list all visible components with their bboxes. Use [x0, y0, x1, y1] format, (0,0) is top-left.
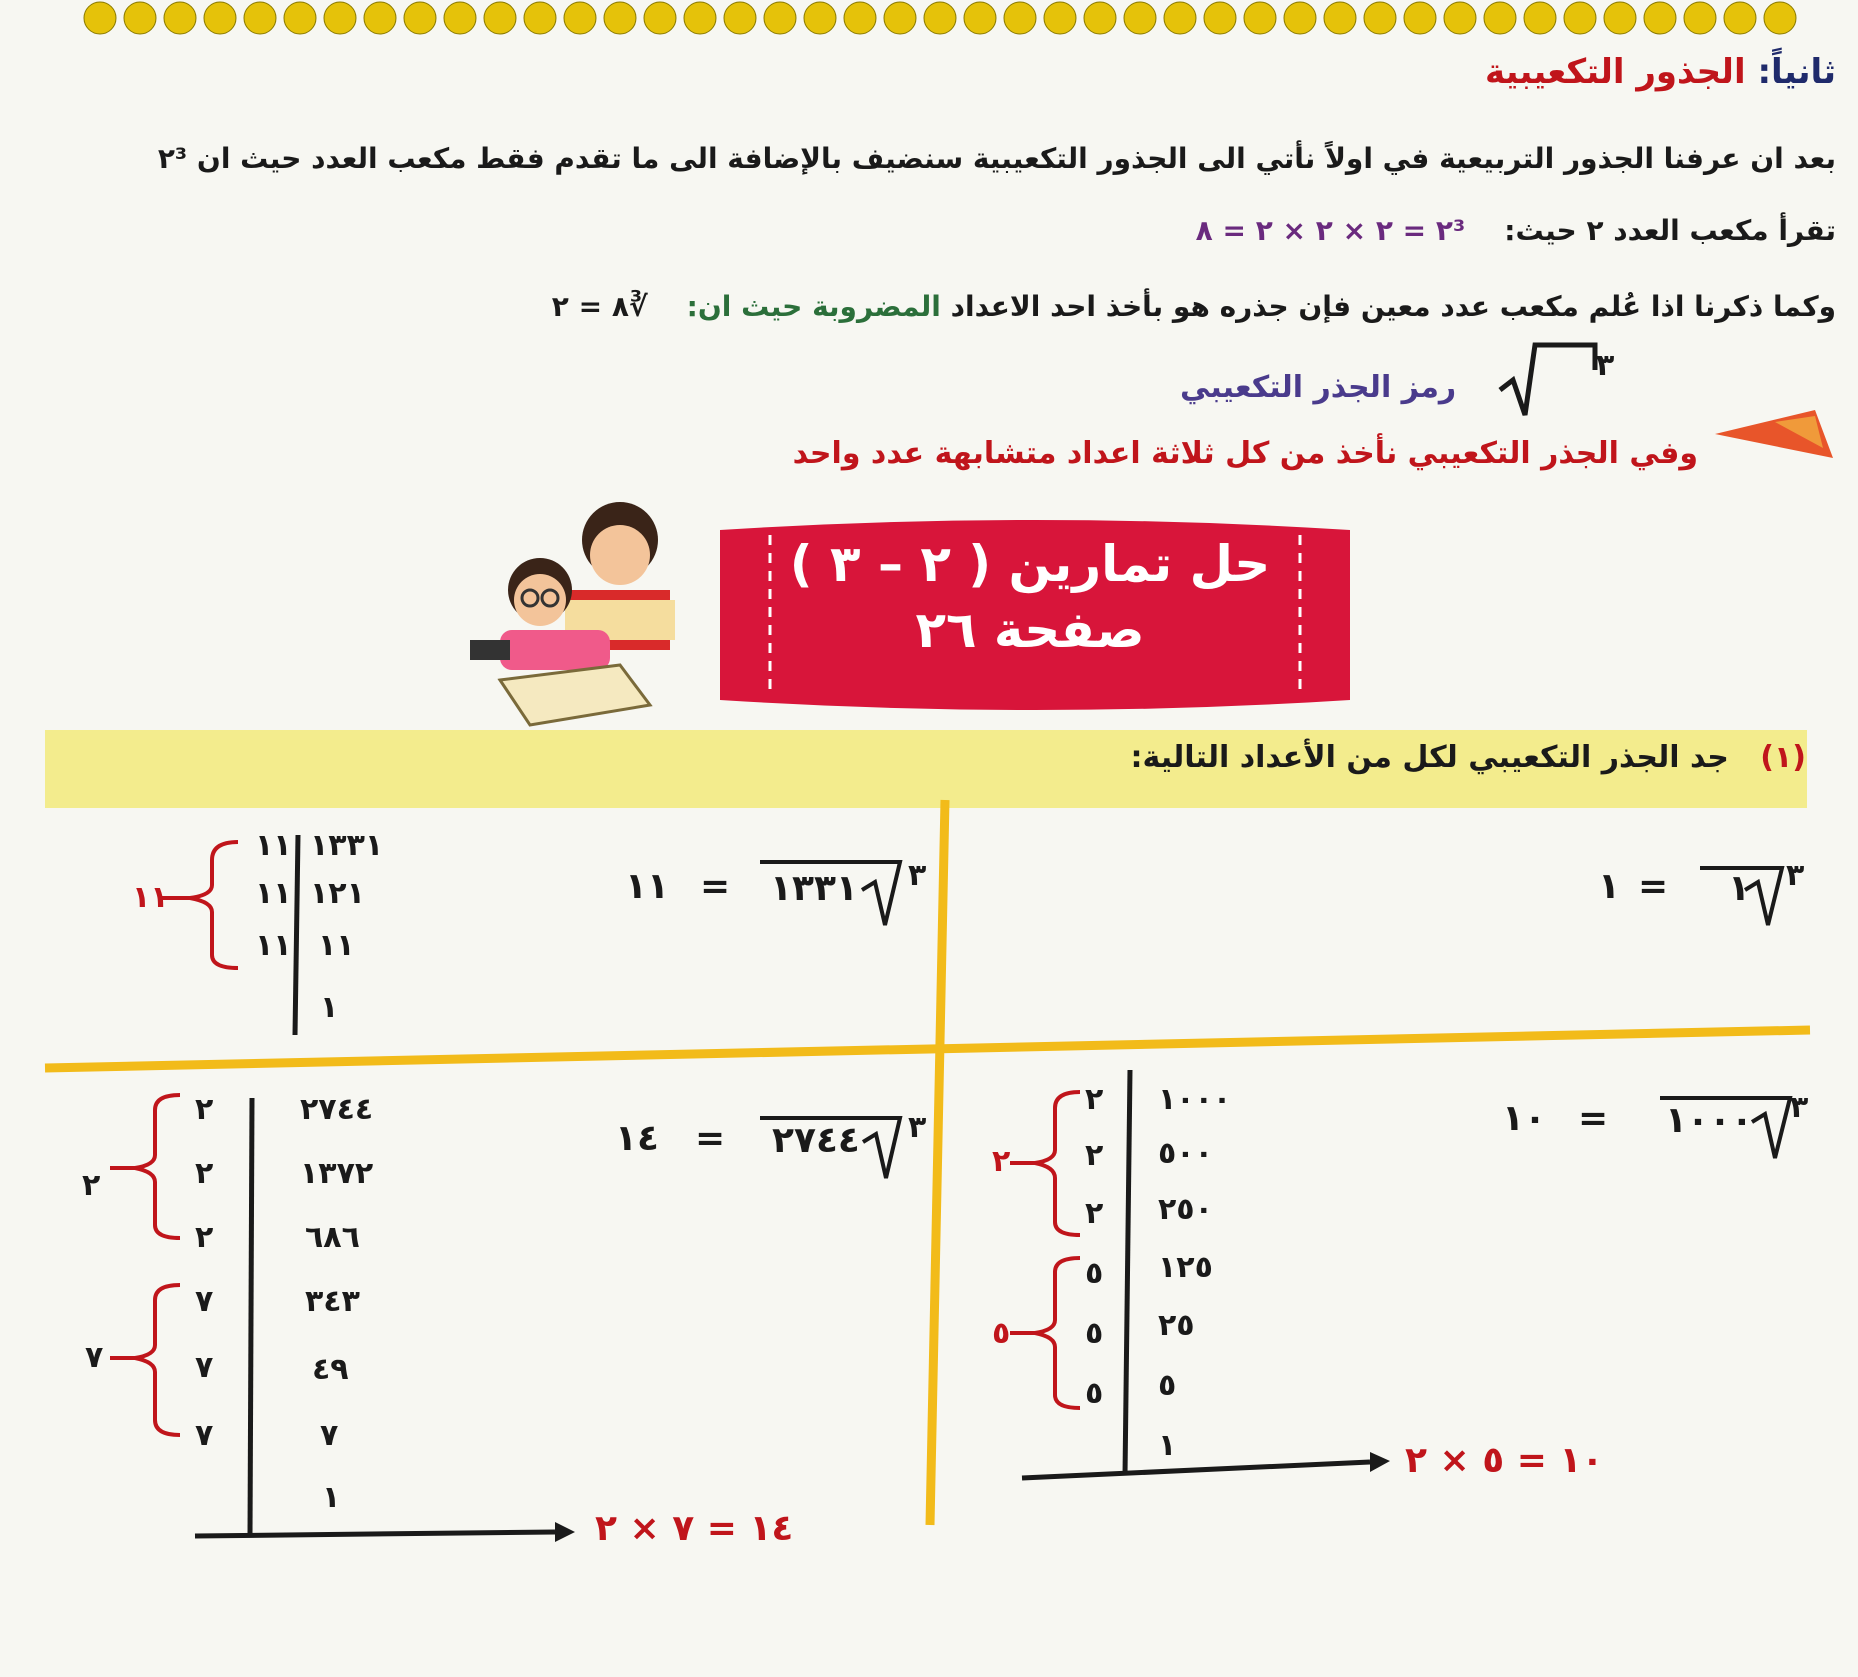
- cube-root-example: ∛٨ = ٢: [551, 290, 648, 323]
- c4-index: ٣: [908, 1110, 927, 1145]
- banner-page: صفحة ٢٦: [915, 601, 1145, 659]
- c2-result: ١١: [625, 866, 669, 907]
- c2-divisor-3: ١١: [255, 928, 292, 963]
- c4-dividend-2: ١٣٧٢: [300, 1156, 374, 1191]
- c4-divisor-5: ٧: [195, 1350, 214, 1385]
- intro-line-1: بعد ان عرفنا الجذور التربيعية في اولاً نأتي الى الجذور التكعيبية سنضيف بالإضافة الى ما تقدم فقط مكعب العدد حيث ان ٢³: [157, 142, 1836, 175]
- c3-dividend-4: ١٢٥: [1158, 1250, 1213, 1285]
- c2-divisor-1: ١١: [255, 828, 292, 863]
- c3-dividend-3: ٢٥٠: [1158, 1192, 1213, 1227]
- symbol-label: رمز الجذر التكعيبي: [1180, 370, 1457, 405]
- c3-divisor-5: ٥: [1085, 1316, 1104, 1351]
- c3-dividend-2: ٥٠٠: [1158, 1136, 1213, 1171]
- c3-divisor-6: ٥: [1085, 1376, 1104, 1411]
- c2-group-value: ١١: [132, 880, 169, 915]
- c4-product: ١٤ = ٧ × ٢: [595, 1508, 794, 1549]
- c3-result: ١٠: [1502, 1098, 1546, 1139]
- c2-index: ٣: [908, 858, 927, 893]
- c3-divisor-3: ٢: [1085, 1196, 1104, 1231]
- c4-equals: =: [695, 1118, 726, 1159]
- c1-result: ١: [1598, 866, 1620, 907]
- c3-group-value-1: ٢: [992, 1144, 1011, 1179]
- c4-divisor-1: ٢: [195, 1092, 214, 1127]
- question-prompt: جد الجذر التكعيبي لكل من الأعداد التالية:: [1130, 740, 1729, 775]
- heading-title: الجذور التكعيبية: [1484, 52, 1746, 92]
- c4-dividend-3: ٦٨٦: [305, 1220, 360, 1255]
- heading-prefix: ثانياً:: [1757, 52, 1836, 92]
- c1-radicand: ١: [1728, 868, 1750, 909]
- c4-group-value-1: ٢: [82, 1168, 101, 1203]
- c3-divisor-2: ٢: [1085, 1138, 1104, 1173]
- intro-line-2-text: تقرأ مكعب العدد ٢ حيث:: [1504, 214, 1836, 247]
- c4-divisor-2: ٢: [195, 1156, 214, 1191]
- c3-dividend-5: ٢٥: [1158, 1308, 1195, 1343]
- c4-divisor-3: ٢: [195, 1220, 214, 1255]
- c2-dividend-2: ١٢١: [310, 876, 365, 911]
- c2-dividend-1: ١٣٣١: [310, 828, 384, 863]
- c2-divisor-2: ١١: [255, 876, 292, 911]
- c4-result: ١٤: [615, 1118, 659, 1159]
- c3-divisor-4: ٥: [1085, 1256, 1104, 1291]
- c4-radicand: ٢٧٤٤: [772, 1120, 860, 1161]
- c3-equals: =: [1578, 1098, 1609, 1139]
- c4-dividend-7: ١: [322, 1480, 341, 1515]
- c3-dividend-7: ١: [1158, 1428, 1177, 1463]
- c3-index: ٣: [1790, 1090, 1809, 1125]
- c3-dividend-1: ١٠٠٠: [1158, 1082, 1232, 1117]
- c3-dividend-6: ٥: [1158, 1368, 1177, 1403]
- banner-title: حل تمارين ( ٢ – ٣ ): [789, 535, 1271, 593]
- c2-radicand: ١٣٣١: [770, 868, 858, 909]
- c4-group-value-2: ٧: [85, 1340, 104, 1375]
- c3-product: ١٠ = ٥ × ٢: [1405, 1440, 1604, 1481]
- c4-divisor-4: ٧: [195, 1284, 214, 1319]
- intro-line-3-highlight: المضروبة حيث ان:: [686, 290, 941, 323]
- cube-example: ٢³ = ٢ × ٢ × ٢ = ٨: [1195, 214, 1466, 247]
- symbol-index: ٣: [1596, 348, 1615, 383]
- c3-divisor-1: ٢: [1085, 1082, 1104, 1117]
- c1-index: ٣: [1786, 858, 1805, 893]
- intro-line-3-text: وكما ذكرنا اذا عُلم مكعب عدد معين فإن جذره هو بأخذ احد الاعداد: [950, 290, 1836, 323]
- c4-dividend-5: ٤٩: [312, 1352, 349, 1387]
- question-number: (١): [1760, 740, 1806, 775]
- cube-root-note: وفي الجذر التكعيبي نأخذ من كل ثلاثة اعداد متشابهة عدد واحد: [792, 436, 1698, 471]
- c1-equals: =: [1638, 866, 1669, 907]
- c4-dividend-6: ٧: [320, 1418, 339, 1453]
- c2-dividend-4: ١: [320, 990, 339, 1025]
- c2-dividend-3: ١١: [318, 928, 355, 963]
- c2-equals: =: [700, 866, 731, 907]
- c4-dividend-1: ٢٧٤٤: [300, 1092, 374, 1127]
- c3-group-value-2: ٥: [992, 1316, 1011, 1351]
- c4-divisor-6: ٧: [195, 1418, 214, 1453]
- c3-radicand: ١٠٠٠: [1665, 1100, 1753, 1141]
- c4-dividend-4: ٣٤٣: [305, 1284, 360, 1319]
